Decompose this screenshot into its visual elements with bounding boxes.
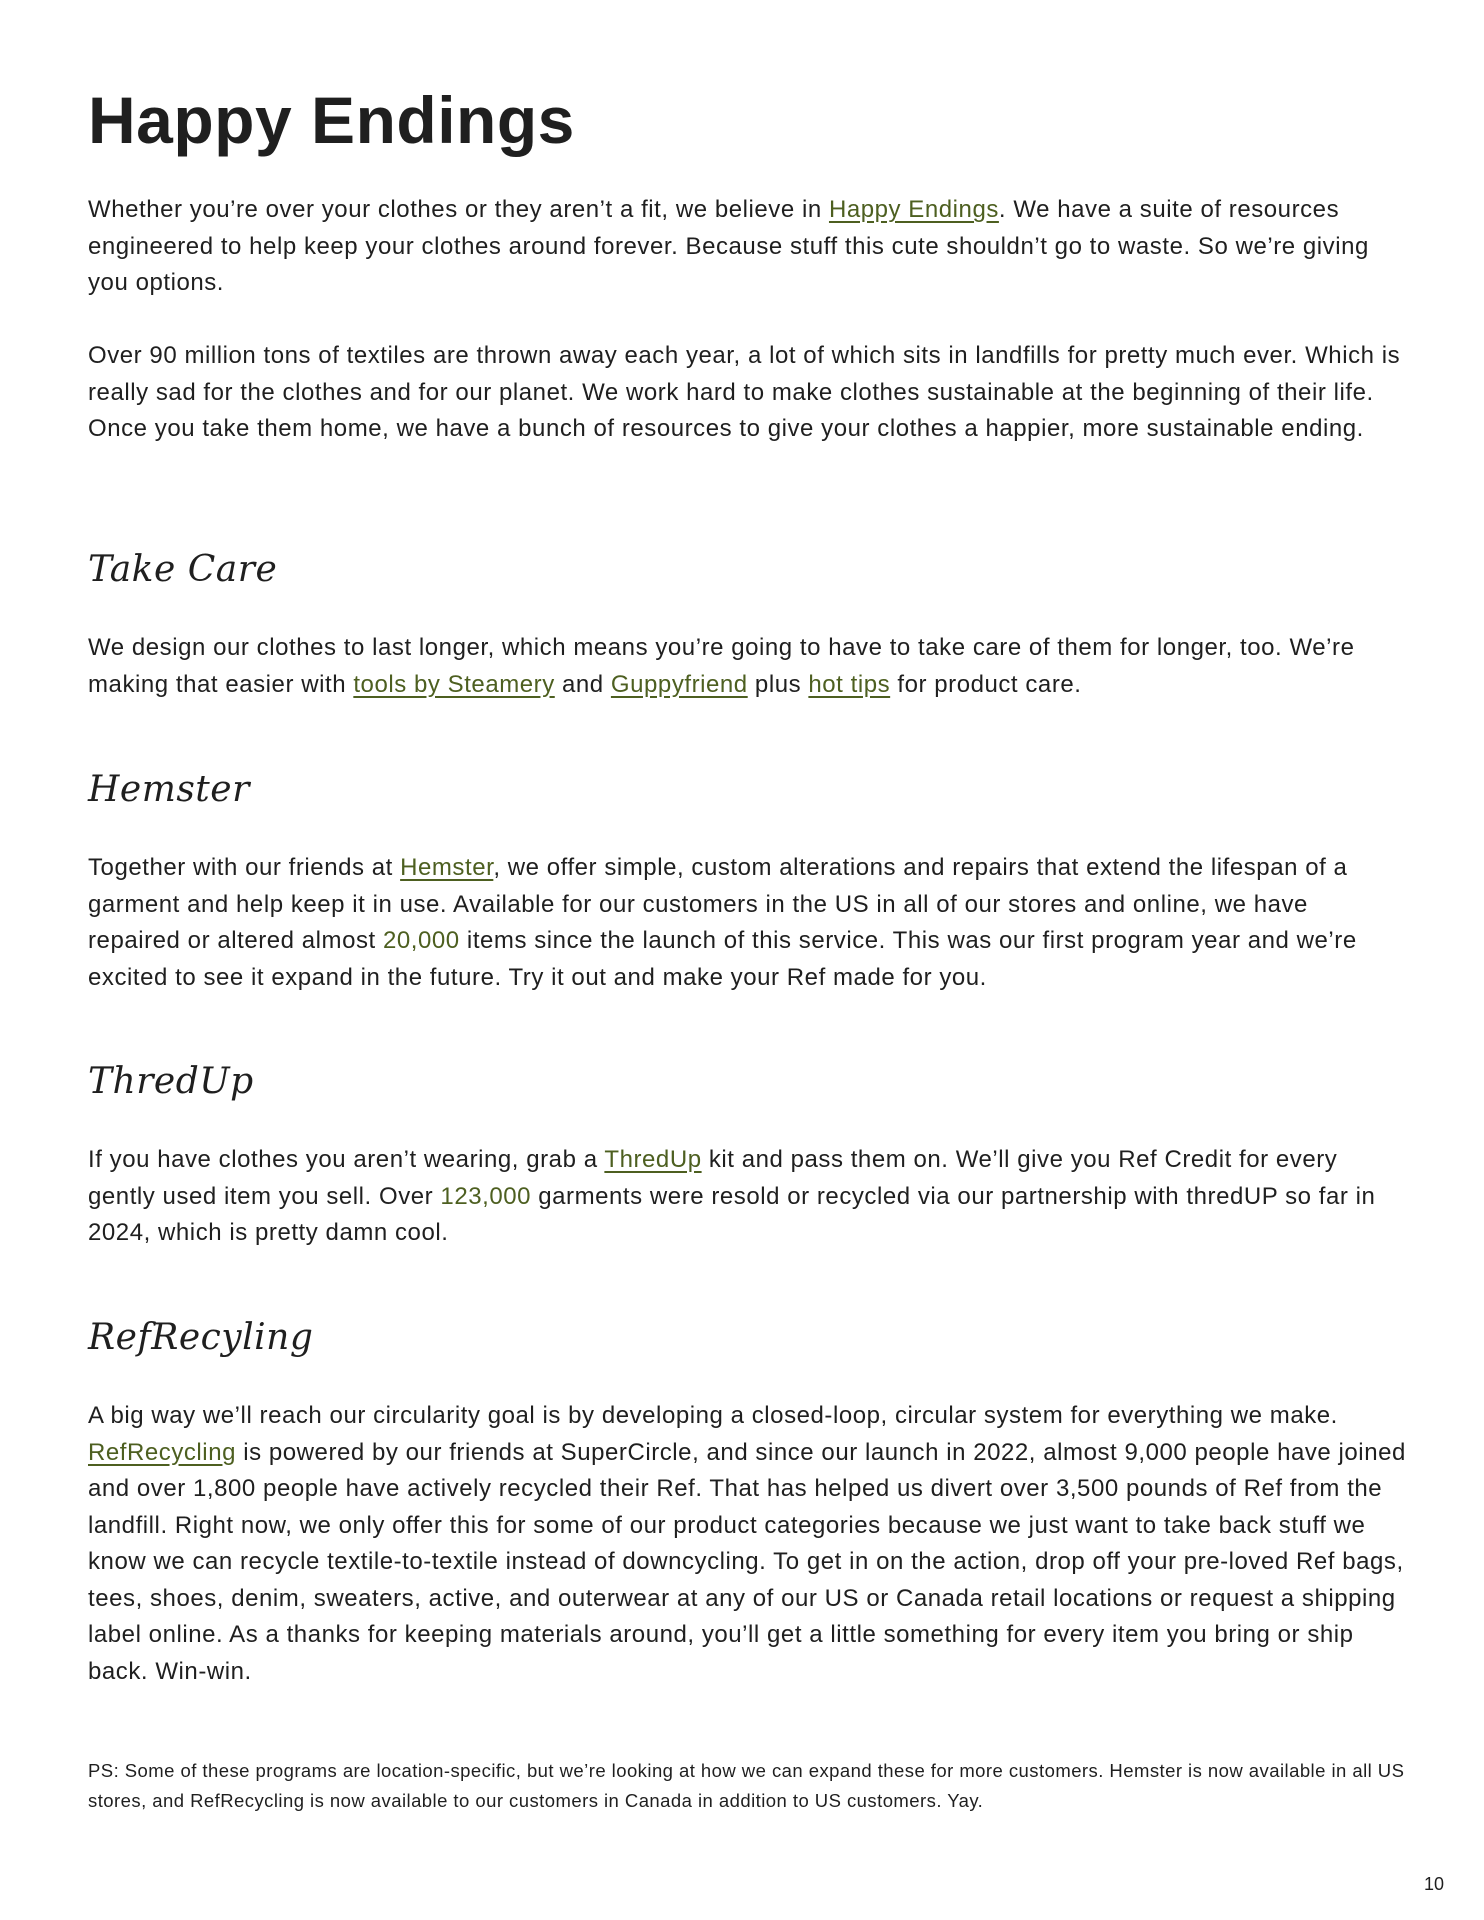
refrecycling-paragraph: A big way we’ll reach our circularity goal is by developing a closed-loop, circular system for everything we make. RefRecycling is powered by our friends at SuperCircle, and since our launch in 2022, almost 9,000 people have joined and over 1,800 people have actively recycled their Ref. That has helped us divert over 3,500 pounds of Ref from the landfill. Right now, we only offer this for some of our product categories because we just want to take back stuff we know we can recycle textile-to-textile instead of downcycling. To get in on the action, drop off your pre-loved Ref bags, tees, shoes, denim, sweaters, active, and outerwear at any of our US or Canada retail locations or request a shipping label online. As a thanks for keeping materials around, you’ll get a little something for every item you bring or ship back. Win-win.	[88, 1402, 1406, 1685]
guppyfriend-link[interactable]: Guppyfriend	[610, 670, 748, 698]
take-care-paragraph: We design our clothes to last longer, which means you’re going to have to take care of them for longer, too. We’re making that easier with tools by Steamery and Guppyfriend plus hot tips for product care.	[88, 634, 1355, 698]
steamery-link[interactable]: tools by Steamery	[353, 670, 555, 698]
hemster-stat: 20,000	[383, 927, 460, 954]
page-number: 10	[1423, 1874, 1444, 1894]
intro-paragraph-1: Whether you’re over your clothes or they aren’t a fit, we believe in Happy Endings. We have a suite of resources engineered to help keep your clothes around forever. Because stuff this cute shouldn’t go to waste. So we’re giving you options.	[88, 196, 1369, 296]
refrecycling-link[interactable]: RefRecycling	[88, 1438, 236, 1466]
hot-tips-link[interactable]: hot tips	[808, 670, 891, 698]
thredup-link[interactable]: ThredUp	[604, 1146, 702, 1173]
ps-note: PS: Some of these programs are location-specific, but we’re looking at how we can expand these for more customers. Hemster is now available in all US stores, and RefRecycling is now available to our customers in Canada in addition to US customers. Yay.	[88, 1760, 1405, 1811]
thredup-paragraph: If you have clothes you aren’t wearing, grab a ThredUp kit and pass them on. We’ll give you Ref Credit for every gently used item you sell. Over 123,000 garments were resold or recycled via our partnership with thredUP so far in 2024, which is pretty damn cool.	[88, 1146, 1376, 1246]
hemster-link[interactable]: Hemster	[400, 854, 494, 881]
hemster-paragraph: Together with our friends at Hemster, we offer simple, custom alterations and repairs that extend the lifespan of a garment and help keep it in use. Available for our customers in the US in all of our stores and online, we have repaired or altered almost 20,000 items since the launch of this service. This was our first program year and we’re excited to see it expand in the future. Try it out and make your Ref made for you.	[88, 854, 1357, 991]
thredup-stat: 123,000	[440, 1182, 532, 1210]
happy-endings-link[interactable]: Happy Endings	[828, 196, 999, 223]
refrecycling-heading: RefRecyling	[88, 1317, 314, 1358]
hemster-heading: Hemster	[88, 769, 250, 810]
take-care-heading: Take Care	[88, 549, 278, 590]
page-title: Happy Endings	[88, 83, 575, 157]
intro-paragraph-2: Over 90 million tons of textiles are thrown away each year, a lot of which sits in landfills for pretty much ever. Which is really sad for the clothes and for our planet. We work hard to make clothes sustainable at the beginning of their life. Once you take them home, we have a bunch of resources to give your clothes a happier, more sustainable ending.	[88, 342, 1401, 442]
thredup-heading: ThredUp	[88, 1061, 254, 1102]
